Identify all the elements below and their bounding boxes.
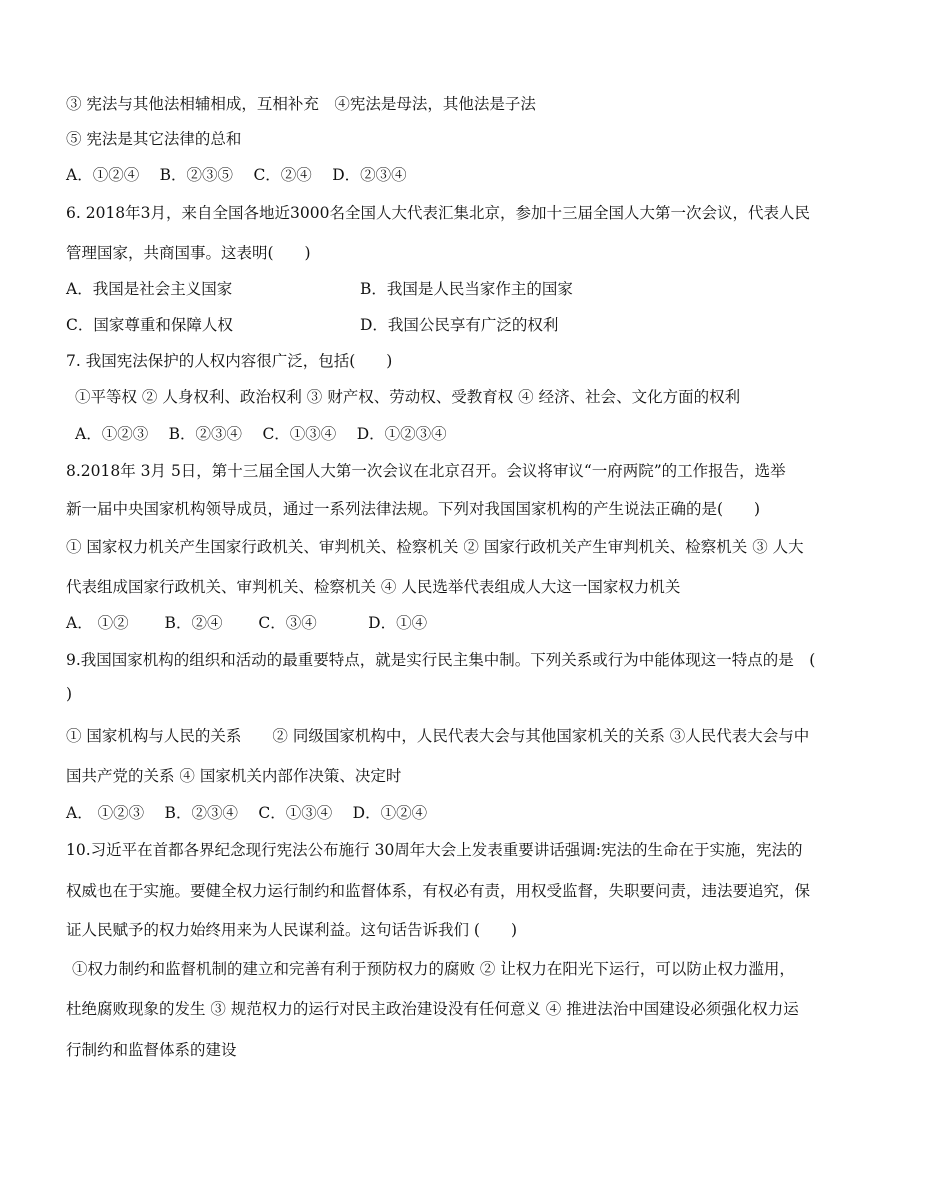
q10-stem-line-3: 证人民赋予的权力始终用来为人民谋利益。这句话告诉我们 ( ): [66, 921, 518, 939]
q5-option-line-2: ⑤ 宪法是其它法律的总和: [66, 130, 242, 148]
q10-items-line-1: ①权力制约和监督机制的建立和完善有利于预防权力的腐败 ② 让权力在阳光下运行，可以防止权力滥用，: [72, 960, 795, 978]
q8-items-line-2: 代表组成国家行政机关、审判机关、检察机关 ④ 人民选举代表组成人大这一国家权力机关: [66, 578, 681, 596]
q6-option-c: C．国家尊重和保障人权: [66, 316, 233, 334]
q7-items: ①平等权 ② 人身权利、政治权利 ③ 财产权、劳动权、受教育权 ④ 经济、社会、文化方面的权利: [75, 388, 741, 406]
q6-option-d: D．我国公民享有广泛的权利: [360, 316, 559, 334]
q10-stem-line-2: 权威也在于实施。要健全权力运行制约和监督体系，有权必有责，用权受监督，失职要问责，违法要追究，保: [66, 882, 811, 900]
q9-items-line-2: 国共产党的关系 ④ 国家机关内部作决策、决定时: [66, 767, 402, 785]
q9-items-line-1: ① 国家机构与人民的关系 ② 同级国家机构中，人民代表大会与其他国家机关的关系 ③人民代表大会与中: [66, 727, 810, 745]
q9-stem-line-2: ): [66, 685, 73, 703]
q10-items-line-2: 杜绝腐败现象的发生 ③ 规范权力的运行对民主政治建设没有任何意义 ④ 推进法治中国建设必须强化权力运: [66, 1000, 799, 1018]
q5-option-line-1: ③ 宪法与其他法相辅相成，互相补充 ④宪法是母法，其他法是子法: [66, 95, 536, 113]
q6-stem-line-2: 管理国家，共商国事。这表明( ): [66, 244, 311, 262]
q7-answer-choices: A．①②③ B．②③④ C．①③④ D．①②③④: [75, 425, 447, 443]
q8-items-line-1: ① 国家权力机关产生国家行政机关、审判机关、检察机关 ② 国家行政机关产生审判机关、检察机关 ③ 人大: [66, 538, 804, 556]
q10-stem-line-1: 10.习近平在首都各界纪念现行宪法公布施行 30周年大会上发表重要讲话强调:宪法的生命在于实施，宪法的: [66, 841, 803, 859]
q5-answer-choices: A．①②④ B．②③⑤ C．②④ D．②③④: [66, 166, 407, 184]
q8-stem-line-2: 新一届中央国家机构领导成员，通过一系列法律法规。下列对我国国家机构的产生说法正确的是( ): [66, 500, 761, 518]
q8-stem-line-1: 8.2018年 3月 5日，第十三届全国人大第一次会议在北京召开。会议将审议“一府两院”的工作报告，选举: [66, 462, 786, 480]
q6-option-a: A．我国是社会主义国家: [66, 280, 233, 298]
q10-items-line-3: 行制约和监督体系的建设: [66, 1041, 237, 1059]
q8-answer-choices: A． ①② B．②④ C．③④ D．①④: [66, 614, 428, 632]
q9-stem-line-1: 9.我国国家机构的组织和活动的最重要特点，就是实行民主集中制。下列关系或行为中能体现这一特点的是 (: [66, 651, 816, 669]
q6-stem-line-1: 6. 2018年3月，来自全国各地近3000名全国人大代表汇集北京，参加十三届全国人大第一次会议，代表人民: [66, 204, 810, 222]
q9-answer-choices: A． ①②③ B．②③④ C．①③④ D．①②④: [66, 804, 428, 822]
q7-stem: 7. 我国宪法保护的人权内容很广泛，包括( ): [66, 352, 393, 370]
q6-option-b: B．我国是人民当家作主的国家: [360, 280, 573, 298]
